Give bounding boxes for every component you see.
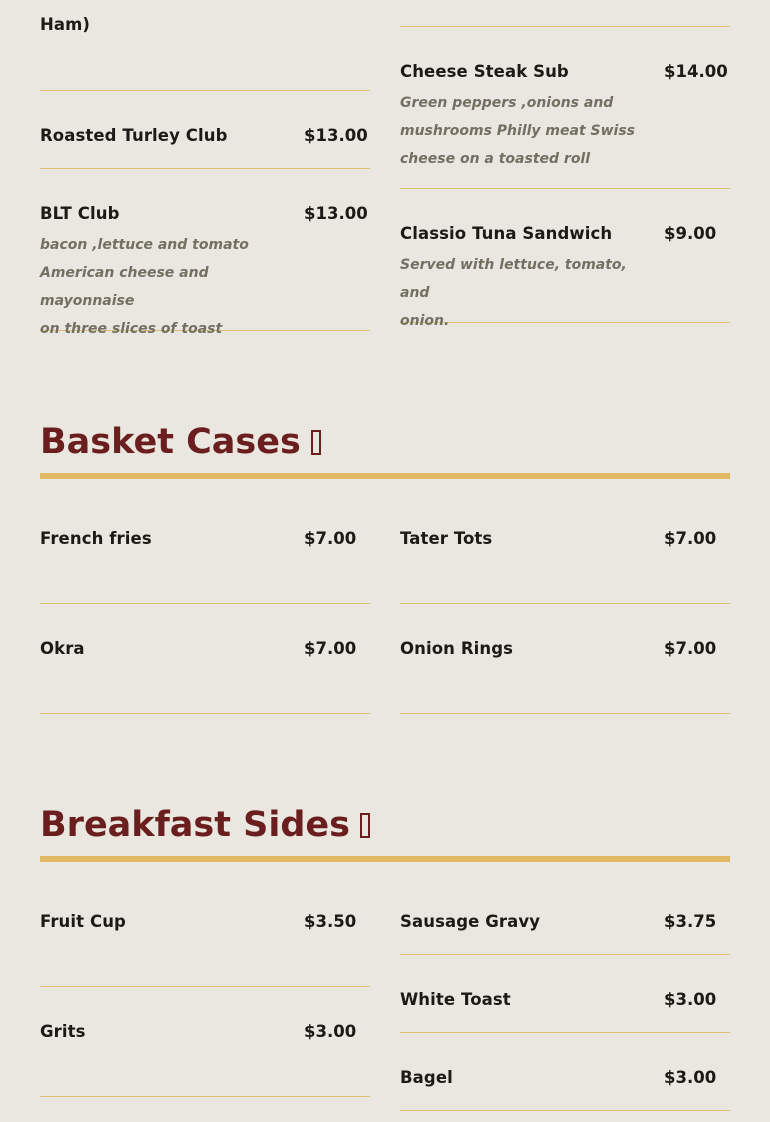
menu-item [40,0,370,91]
description-line: Served with lettuce, tomato, and [400,257,627,301]
item-name: Bagel [400,1068,453,1087]
description-line: on three slices of toast [40,321,223,337]
item-name: Cheese Steak Sub [400,62,569,81]
menu-item [400,27,730,189]
item-price: $13.00 [304,204,368,223]
item-price: $3.75 [664,912,717,931]
item-price: $14.00 [664,62,728,81]
item-price: $13.00 [304,126,368,145]
item-price: $3.00 [304,1022,357,1041]
section-header-basket-cases [40,420,730,479]
item-name: Okra [40,639,85,658]
item-description [40,231,295,343]
description-line: American cheese and mayonnaise [40,265,209,309]
missing-glyph-icon [311,430,321,455]
item-name: Classio Tuna Sandwich [400,224,613,243]
section-title [40,420,321,464]
item-name: Ham) [40,15,91,34]
description-line: mushrooms Philly meat Swiss [400,123,635,139]
menu-item [400,1033,730,1111]
item-name: Tater Tots [400,529,493,548]
item-price: $3.50 [304,912,357,931]
menu-item [400,494,730,604]
item-price: $3.00 [664,1068,717,1087]
item-name: Sausage Gravy [400,912,541,931]
item-price: $7.00 [664,639,717,658]
section-title [40,803,370,847]
item-price: $7.00 [304,529,357,548]
item-name: White Toast [400,990,511,1009]
item-name: Grits [40,1022,86,1041]
menu-item [40,169,370,337]
menu-item [400,0,730,27]
item-price: $7.00 [664,529,717,548]
section-title-text: Breakfast Sides [40,805,350,845]
menu-item [400,877,730,955]
item-name: Fruit Cup [40,912,126,931]
item-name: BLT Club [40,204,120,223]
menu-item [400,189,730,329]
menu-item [40,877,370,987]
menu-item [40,987,370,1097]
item-name: Roasted Turley Club [40,126,228,145]
item-price: $9.00 [664,224,717,243]
menu-item [400,955,730,1033]
description-line: bacon ,lettuce and tomato [40,237,249,253]
item-name: Onion Rings [400,639,514,658]
menu-item [400,604,730,714]
description-line: Green peppers ,onions and [400,95,614,111]
menu-item [40,604,370,714]
item-name: French fries [40,529,152,548]
menu-item [40,91,370,169]
missing-glyph-icon [360,813,370,838]
description-line: onion. [400,313,450,329]
section-title-text: Basket Cases [40,422,301,462]
menu-item [40,494,370,604]
item-description [400,251,660,335]
item-price: $3.00 [664,990,717,1009]
item-price: $7.00 [304,639,357,658]
description-line: cheese on a toasted roll [400,151,591,167]
item-description [400,89,650,173]
section-header-breakfast-sides [40,803,730,862]
